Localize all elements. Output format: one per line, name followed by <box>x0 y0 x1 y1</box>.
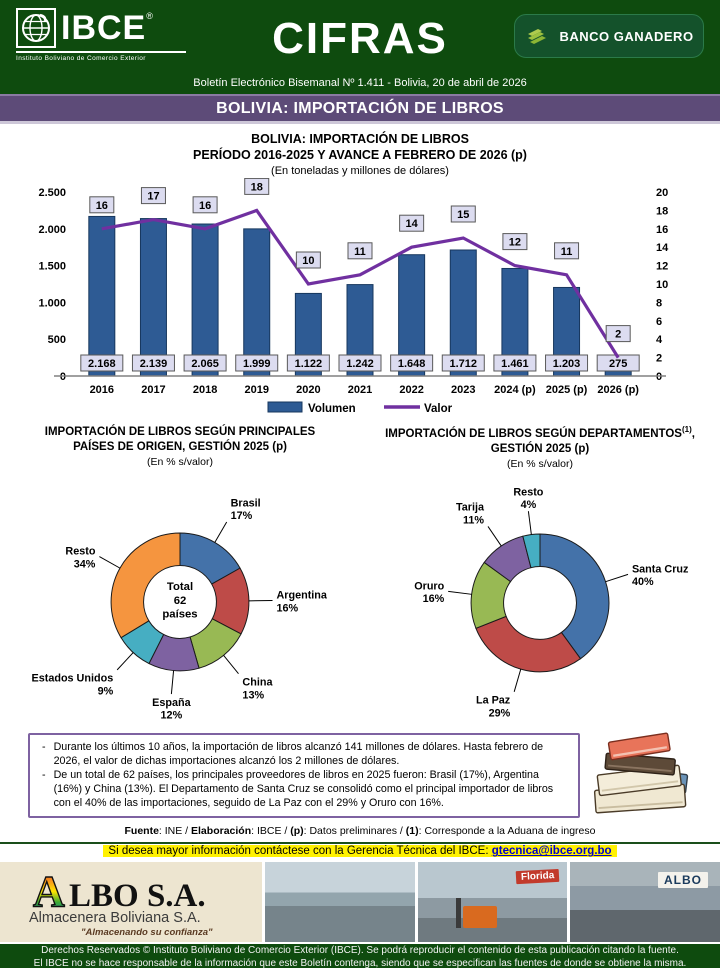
departments-donut-title: IMPORTACIÓN DE LIBROS SEGÚN DEPARTAMENTOS$^{(1)}$, GESTIÓN 2025 (p) (En % s/valor) <box>360 425 720 472</box>
svg-text:10: 10 <box>656 279 668 291</box>
svg-text:29%: 29% <box>489 708 511 720</box>
forklift-icon <box>463 906 497 928</box>
departments-donut-chart <box>372 473 708 727</box>
svg-text:2017: 2017 <box>141 384 165 396</box>
svg-text:14: 14 <box>656 242 669 254</box>
svg-text:12: 12 <box>509 236 521 248</box>
svg-text:6: 6 <box>656 316 662 328</box>
svg-text:2.000: 2.000 <box>38 224 66 236</box>
photo-warehouse <box>567 862 720 942</box>
combo-title-unit: (En toneladas y millones de dólares) <box>0 164 720 178</box>
svg-text:2.065: 2.065 <box>191 358 219 370</box>
svg-text:1.000: 1.000 <box>38 297 66 309</box>
svg-text:Valor: Valor <box>424 403 453 415</box>
countries-donut-section <box>0 425 360 728</box>
svg-text:20: 20 <box>656 187 668 199</box>
svg-text:275: 275 <box>609 358 627 370</box>
svg-text:2021: 2021 <box>348 384 372 396</box>
svg-text:2.500: 2.500 <box>38 187 66 199</box>
sponsor-photos <box>262 862 720 942</box>
svg-text:17: 17 <box>147 190 159 202</box>
svg-text:países: países <box>162 608 197 620</box>
books-clipart <box>590 731 694 819</box>
svg-text:40%: 40% <box>632 577 654 589</box>
svg-text:16: 16 <box>199 200 211 212</box>
volume-value-combo-chart <box>20 178 700 418</box>
svg-text:1.203: 1.203 <box>553 358 581 370</box>
svg-text:0: 0 <box>656 371 662 383</box>
svg-text:2019: 2019 <box>244 384 268 396</box>
svg-text:2: 2 <box>615 328 621 340</box>
svg-text:Resto: Resto <box>65 545 95 557</box>
countries-donut-unit: (En % s/valor) <box>147 456 213 468</box>
svg-text:2020: 2020 <box>296 384 320 396</box>
svg-text:9%: 9% <box>98 685 114 697</box>
sponsor-banner <box>0 862 720 942</box>
svg-text:34%: 34% <box>74 558 96 570</box>
svg-text:Volumen: Volumen <box>308 403 356 415</box>
svg-text:1.461: 1.461 <box>501 358 529 370</box>
footer <box>0 942 720 968</box>
svg-text:4: 4 <box>656 334 663 346</box>
footer-line2: El IBCE no se hace responsable de la información que este Boletín contenga, siendo que se especifican las fuentes de donde se obtiene la misma. <box>0 958 720 970</box>
svg-text:62: 62 <box>174 595 187 607</box>
note-item: - Durante los últimos 10 años, la importación de libros alcanzó 141 millones de dólares. Hasta febrero de 2026, el valor de dichas importaciones alcanzó los 2 millones de dólares. <box>38 740 568 768</box>
contact-line <box>0 845 720 862</box>
svg-text:15: 15 <box>457 209 469 221</box>
svg-text:10: 10 <box>302 255 314 267</box>
svg-text:Santa Cruz: Santa Cruz <box>632 564 689 576</box>
ibce-caption: Instituto Boliviano de Comercio Exterior <box>16 51 186 62</box>
svg-text:China: China <box>242 676 273 688</box>
masthead <box>0 0 720 94</box>
section-banner <box>0 94 720 124</box>
svg-text:La Paz: La Paz <box>476 695 511 707</box>
svg-text:0: 0 <box>60 371 66 383</box>
svg-text:500: 500 <box>48 334 66 346</box>
departments-donut-section <box>360 425 720 728</box>
svg-text:16%: 16% <box>276 602 298 614</box>
contact-email-link[interactable]: gtecnica@ibce.org.bo <box>492 845 612 857</box>
combo-title-line2: PERÍODO 2016-2025 Y AVANCE A FEBRERO DE 2026 (p) <box>0 147 720 163</box>
photo-forklift <box>415 862 568 942</box>
svg-text:11: 11 <box>561 246 573 258</box>
svg-text:16: 16 <box>96 200 108 212</box>
svg-text:11: 11 <box>354 246 366 258</box>
svg-text:13%: 13% <box>242 689 264 701</box>
countries-donut-title: IMPORTACIÓN DE LIBROS SEGÚN PRINCIPALES PAÍSES DE ORIGEN, GESTIÓN 2025 (p) (En % s/valor) <box>0 425 360 470</box>
svg-text:2023: 2023 <box>451 384 475 396</box>
svg-text:17%: 17% <box>231 510 253 522</box>
section-banner-title: BOLIVIA: IMPORTACIÓN DE LIBROS <box>216 100 504 118</box>
svg-text:Estados Unidos: Estados Unidos <box>31 672 113 684</box>
bank-stripes-icon <box>524 26 552 46</box>
bank-name: BANCO GANADERO <box>559 29 693 44</box>
page-title: CIFRAS <box>0 14 720 64</box>
svg-text:Resto: Resto <box>513 487 543 499</box>
footer-line1: Derechos Reservados © Instituto Boliviano de Comercio Exterior (IBCE). Se podrá reproducir el contenido de esta publicación citando la fuente. <box>0 945 720 958</box>
summary-notes-box <box>28 733 580 819</box>
svg-text:2024 (p): 2024 (p) <box>494 384 536 396</box>
svg-text:12%: 12% <box>161 709 183 721</box>
albo-subtitle: Almacenera Boliviana S.A. <box>29 910 201 926</box>
contact-text: Si desea mayor información contáctese con la Gerencia Técnica del IBCE: <box>108 845 488 857</box>
svg-text:2016: 2016 <box>90 384 114 396</box>
svg-text:16%: 16% <box>423 594 445 606</box>
ibce-registered-mark: ® <box>146 11 153 21</box>
svg-text:2018: 2018 <box>193 384 217 396</box>
albo-logo <box>0 862 262 942</box>
svg-text:14: 14 <box>406 218 419 230</box>
countries-donut-chart <box>12 472 348 726</box>
svg-text:2.168: 2.168 <box>88 358 116 370</box>
banco-ganadero-logo <box>514 14 704 58</box>
svg-text:1.648: 1.648 <box>398 358 426 370</box>
albo-rainbow-a: A <box>33 867 65 916</box>
note-item: - De un total de 62 países, los principales proveedores de libros en 2025 fueron: Brasil (17%), Argentina (16%) y China (13%). El Departamento de Santa Cruz se consolidó como el principal importador de libros con el 40% de las importaciones, seguido de La Paz con el 29% y Oruro con 16%. <box>38 768 568 810</box>
florida-sign: Florida <box>516 869 560 884</box>
source-line: Fuente: INE / Elaboración: IBCE / (p): Datos preliminares / (1): Corresponde a la Aduana de ingreso <box>0 825 720 837</box>
svg-text:1.999: 1.999 <box>243 358 271 370</box>
svg-text:Total: Total <box>167 581 193 593</box>
svg-text:Oruro: Oruro <box>414 581 444 593</box>
departments-donut-unit: (En % s/valor) <box>507 458 573 470</box>
svg-text:1.500: 1.500 <box>38 260 66 272</box>
svg-text:1.242: 1.242 <box>346 358 374 370</box>
ibce-acronym: IBCE <box>61 9 146 47</box>
svg-text:Tarija: Tarija <box>456 502 485 514</box>
combo-title-line1: BOLIVIA: IMPORTACIÓN DE LIBROS <box>0 131 720 147</box>
albo-slogan: "Almacenando su confianza" <box>81 927 213 938</box>
svg-text:España: España <box>152 697 191 709</box>
photo-car-yard <box>262 862 415 942</box>
svg-text:1.712: 1.712 <box>450 358 478 370</box>
svg-text:2025 (p): 2025 (p) <box>546 384 588 396</box>
svg-text:18: 18 <box>251 181 263 193</box>
svg-text:11%: 11% <box>463 515 484 527</box>
combo-chart-heading <box>0 124 720 178</box>
albo-sign: ALBO <box>658 872 708 888</box>
svg-text:Brasil: Brasil <box>231 497 261 509</box>
bulletin-line: Boletín Electrónico Bisemanal Nº 1.411 - Bolivia, 20 de abril de 2026 <box>0 77 720 89</box>
svg-text:2.139: 2.139 <box>140 358 168 370</box>
svg-text:2022: 2022 <box>399 384 423 396</box>
svg-text:16: 16 <box>656 224 668 236</box>
albo-name: LBO S.A. <box>69 878 206 914</box>
divider-rule <box>0 842 720 844</box>
svg-text:Argentina: Argentina <box>276 589 327 601</box>
svg-text:12: 12 <box>656 260 668 272</box>
svg-text:18: 18 <box>656 205 668 217</box>
svg-text:1.122: 1.122 <box>295 358 323 370</box>
svg-text:8: 8 <box>656 297 662 309</box>
svg-text:2026 (p): 2026 (p) <box>597 384 639 396</box>
footnote-marker: (1) <box>682 425 692 434</box>
svg-text:2: 2 <box>656 352 662 364</box>
svg-text:4%: 4% <box>521 500 537 512</box>
